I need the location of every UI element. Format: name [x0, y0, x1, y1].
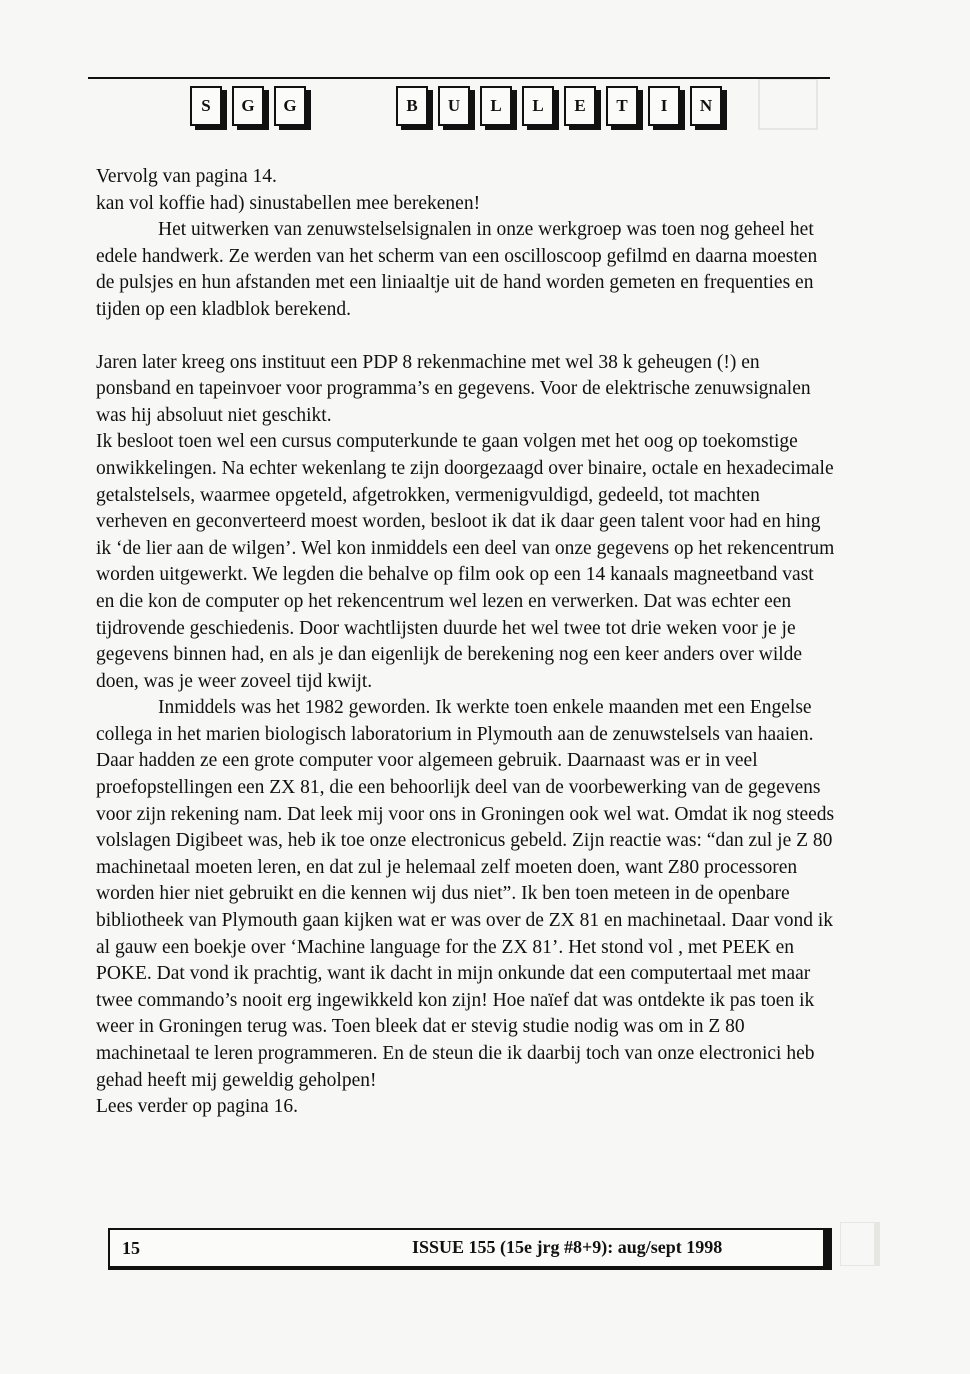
article-paragraph: Jaren later kreeg ons instituut een PDP 8 rekenmachine met wel 38 k geheugen (!) en ponsband en tapeinvoer voor programma’s en gegevens. Voor de elektrische zenuwsignalen was hij absoluut niet geschikt. — [96, 351, 811, 426]
masthead-letter: I — [648, 86, 680, 126]
masthead-letter: E — [564, 86, 596, 126]
article-body — [96, 164, 836, 1121]
masthead-letter: N — [690, 86, 722, 126]
masthead-letter: L — [522, 86, 554, 126]
article-paragraph: Ik besloot toen wel een cursus computerkunde te gaan volgen met het oog op toekomstige onwikkelingen. Na echter wekenlang te zijn doorgezaagd over binaire, octale en hexadecimale getalstelsels, waarmee opgeteld, afgetrokken, vermenigvuldigd, gedeeld, tot machten verheven en geconverteerd moest worden, besloot ik dat ik daar geen talent voor had en hing ik ‘de lier aan de wilgen’. Wel kon inmiddels een deel van onze gegevens op het rekencentrum worden uitgewerkt. We legden die behalve op film ook op een 14 kanaals magneetband vast en die kon de computer op het rekencentrum wel lezen en verwerken. Dat was echter een tijdrovende geschiedenis. Door wachtlijsten duurde het wel twee tot drie weken voor je je gegevens binnen had, en als je dan eigenlijk de berekening nog een keer anders over wilde doen, was je weer zoveel tijd kwijt. — [96, 431, 835, 692]
article-paragraph: kan vol koffie had) sinustabellen mee berekenen! — [96, 192, 481, 214]
header-rule — [88, 77, 830, 79]
masthead-letter: U — [438, 86, 470, 126]
issue-line: ISSUE 155 (15e jrg #8+9): aug/sept 1998 — [412, 1237, 723, 1257]
article-paragraph: Het uitwerken van zenuwstelselsignalen in onze werkgroep was toen nog geheel het edele handwerk. Ze werden van het scherm van een oscilloscoop gefilmd en daarna moesten de pulsjes en hun afstanden met een liniaaltje uit de hand worden gemeten en frequenties en tijden op een kladblok berekend. — [96, 219, 818, 320]
masthead-letter: B — [396, 86, 428, 126]
bleed-through-footer — [840, 1222, 880, 1266]
masthead-letter: L — [480, 86, 512, 126]
masthead-letter: G — [232, 86, 264, 126]
article-paragraph: Inmiddels was het 1982 geworden. Ik werkte toen enkele maanden met een Engelse collega in het marien biologisch laboratorium in Plymouth aan de zenuwstelsels van haaien. Daar hadden ze een grote computer voor algemeen gebruik. Daarnaast was er in veel proefopstellingen een ZX 81, die een behoorlijk deel van de voorbewerking van de gegevens voor zijn rekening nam. Dat leek mij voor ons in Groningen ook wel wat. Omdat ik nog steeds volslagen Digibeet was, heb ik toe onze electronicus gebeld. Zijn reactie was: “dan zul je Z 80 machinetaal moeten leren, en dat zul je helemaal zelf moeten doen, want Z80 processoren worden hier niet gebruikt en die kennen wij dus niet”. Ik ben toen meteen in de openbare bibliotheek van Plymouth gaan kijken wat er was over de ZX 81 en machinetaal. Daar vond ik al gauw een boekje over ‘Machine language for the ZX 81’. Het stond vol , met PEEK en POKE. Dat vond ik prachtig, want ik dacht in mijn onkunde dat een computertaal met maar twee commando’s nooit erg ingewikkeld kon zijn! Hoe naïef dat was ontdekte ik pas toen ik weer in Groningen terug was. Toen bleek dat er stevig studie nodig was om in Z 80 machinetaal te leren programmeren. En de steun die ik daarbij toch van onze electronici heb gehad heeft mij geweldig geholpen! — [96, 697, 835, 1091]
continued-on-note: Lees verder op pagina 16. — [96, 1096, 298, 1118]
masthead-letter: S — [190, 86, 222, 126]
continued-from-note: Vervolg van pagina 14. — [96, 166, 277, 187]
footer-bar — [108, 1228, 832, 1270]
masthead-letter: G — [274, 86, 306, 126]
bleed-through-header — [758, 78, 818, 130]
page-number: 15 — [122, 1238, 140, 1258]
masthead-letter: T — [606, 86, 638, 126]
